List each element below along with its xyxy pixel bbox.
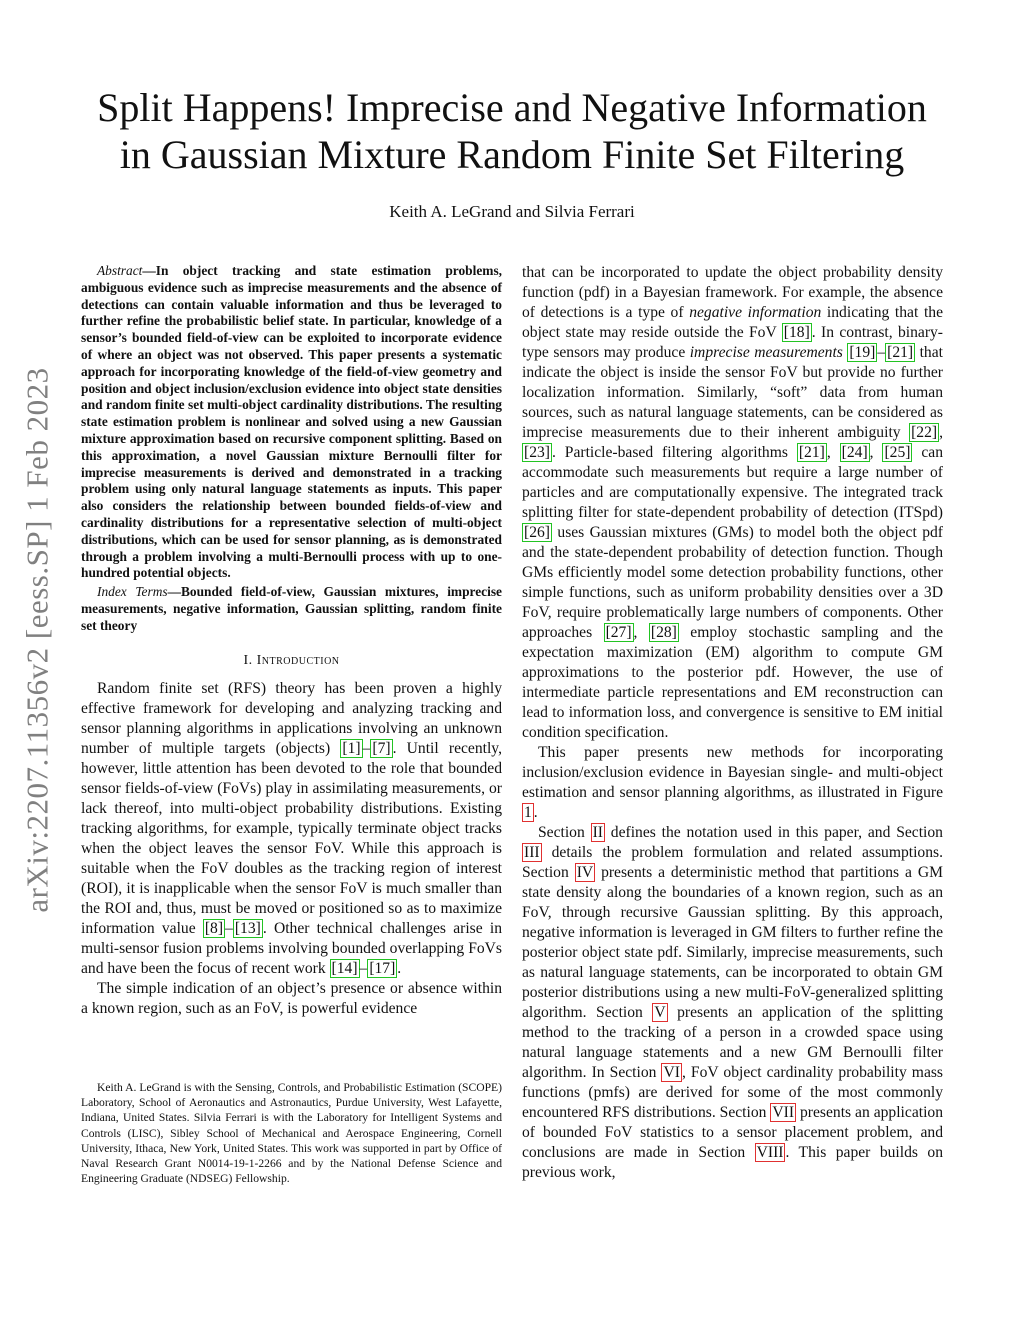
paragraph-text: . Particle-based filtering algorithms	[551, 444, 797, 461]
citation-link[interactable]: [7]	[372, 739, 391, 757]
paragraph-text: . Other technical challenges arise in multi-sensor fusion problems involving bounded overlapping FoVs and have been the focus of recent work	[81, 919, 502, 977]
author-list: Keith A. LeGrand and Silvia Ferrari	[389, 202, 635, 221]
arxiv-identifier-text: arXiv:2207.11356v2 [eess.SP] 1 Feb 2023	[20, 367, 56, 913]
paper-title	[80, 84, 944, 178]
citation-separator: ,	[633, 624, 649, 641]
index-terms-label: Index Terms	[97, 584, 168, 600]
citation-separator: ,	[826, 444, 840, 461]
citation-link[interactable]: [25]	[884, 444, 911, 461]
citation-link[interactable]: [28]	[650, 624, 677, 641]
citation-link[interactable]: [1]	[342, 739, 361, 757]
left-column	[81, 263, 502, 1019]
paragraph-text: . In contrast, binary-type sensors may produce	[522, 324, 944, 361]
section-link[interactable]: II	[592, 824, 603, 841]
emphasis-negative-information: negative information	[689, 304, 822, 321]
paragraph-text: presents an application of the splitting method to the tracking of a person in a crowded space using natural language statements and a new GM Bernoulli filter algorithm. In Section	[522, 1004, 943, 1081]
paragraph-text: . Until recently, however, little attention has been devoted to the role that bounded sensor fields-of-view (FoVs) play in assimilating measurements, or lack thereof, into multi-object probability distributions. Existing tracking algorithms, for example, typically terminate object tracks when the object leaves the sensor FoV. While this approach is suitable when the FoV doubles as the tracking region of interest (ROI), it is inapplicable when the sensor FoV is much smaller than the ROI and, thus, must be moved or positioned so as to maximize information value	[81, 739, 502, 937]
paragraph-text: Section	[538, 824, 591, 841]
paragraph-text: that can be incorporated to update the object probability density function (pdf) in a Bayesian framework. For example, the absence of detections is a type of	[522, 264, 943, 321]
citation-range-dash: –	[225, 919, 233, 937]
index-terms	[81, 584, 502, 634]
citation-link[interactable]: [26]	[524, 524, 550, 541]
figure-link[interactable]: 1	[524, 804, 532, 821]
section-heading-introduction: I. Introduction	[243, 652, 340, 668]
intro-paragraph-1	[81, 679, 502, 979]
section-link[interactable]: VIII	[756, 1144, 784, 1161]
citation-link[interactable]: [21]	[887, 344, 914, 361]
paragraph-text: This paper presents new methods for incorporating inclusion/exclusion evidence in Bayesian single- and multi-object estimation and sensor planning algorithms, as illustrated in Figure	[522, 744, 943, 801]
paragraph-text: Random finite set (RFS) theory has been proven a highly effective framework for developing and analyzing tracking and sensor planning algorithms in applications involving an unknown number of multiple targets (objects)	[81, 679, 502, 757]
abstract-body: —In object tracking and state estimation problems, ambiguous evidence such as imprecise measurements and the absence of detections can contain valuable information and thus be leveraged to further refine the probabilistic belief state. In particular, knowledge of a sensor’s bounded field-of-view can be exploited to incorporate evidence of where an object was not observed. This paper presents a systematic approach for incorporating knowledge of the field-of-view geometry and position and object inclusion/exclusion evidence into object state densities and random finite set multi-object cardinality distributions. The resulting state estimation problem is nonlinear and solved using a new Gaussian mixture approximation based on recursive component splitting. Based on this approximation, a novel Gaussian mixture Bernoulli filter for imprecise measurements is derived and demonstrated in a tracking problem using only natural language statements as inputs. This paper also considers the relationship between bounded fields-of-view and cardinality distributions for a representative selection of multi-object distributions, which can be used for sensor planning, as is demonstrated through a problem involving a multi-Bernoulli process with up to one-hundred potential objects.	[81, 263, 502, 581]
paragraph-text: can accommodate such measurements but require a large number of particles and are computationally expensive. The integrated track splitting filter for state-dependent probability of detection (ITSpd)	[522, 444, 944, 521]
paragraph-text: uses Gaussian mixtures (GMs) to model both the object pdf and the state-dependent probability of detection function. Though GMs efficiently model some detection probability functions, other simple functions, such as uniform probability densities over a 3D FoV, require problematically large numbers of components. Other approaches	[522, 524, 943, 641]
paragraph-text: employ stochastic sampling and the expectation maximization (EM) algorithm to compute GM approximations to the posterior pdf. However, the use of intermediate particle representations and EM reconstruction can lead to information loss, and convergence is sensitive to EM initial condition specification.	[522, 624, 943, 741]
index-terms-body: —Bounded field-of-view, Gaussian mixtures, imprecise measurements, negative information, Gaussian splitting, random finite set theory	[81, 584, 502, 633]
citation-link[interactable]: [19]	[849, 344, 876, 361]
title-line-2: in Gaussian Mixture Random Finite Set Filtering	[119, 132, 905, 177]
citation-link[interactable]: [8]	[204, 919, 224, 937]
paragraph-text: .	[533, 804, 538, 821]
paragraph-text: details the problem formulation and related assumptions. Section	[522, 844, 943, 881]
citation-link[interactable]: [13]	[234, 919, 261, 937]
paragraph-text: , FoV object cardinality probability mass functions (pmfs) are derived for some of the most commonly encountered RFS distributions. Section	[522, 1064, 943, 1121]
section-link[interactable]: IV	[576, 864, 594, 881]
section-link[interactable]: VI	[663, 1064, 680, 1081]
section-link[interactable]: V	[654, 1004, 666, 1021]
paragraph-text: that indicate the object is inside the sensor FoV but provide no further localization information. Similarly, “soft” data from human sources, such as natural language statements, can be considered as imprecise measurements due to their inherent ambiguity	[522, 344, 943, 441]
section-link[interactable]: III	[524, 844, 540, 861]
intro-paragraph-2: The simple indication of an object’s presence or absence within a known region, such as an FoV, is powerful evidence	[81, 979, 502, 1017]
citation-link[interactable]: [24]	[841, 444, 868, 461]
citation-link[interactable]: [17]	[369, 959, 396, 977]
intro-paragraph-2-continued	[522, 263, 943, 743]
right-column	[522, 263, 943, 1183]
section-link[interactable]: VII	[772, 1104, 795, 1121]
citation-link[interactable]: [27]	[605, 624, 632, 641]
citation-separator: ,	[939, 424, 943, 441]
citation-range-dash: –	[359, 959, 368, 977]
citation-range-dash: –	[877, 344, 886, 361]
abstract	[81, 263, 502, 582]
paragraph-text: .	[397, 959, 402, 977]
citation-link[interactable]: [18]	[783, 324, 810, 341]
citation-link[interactable]: [22]	[911, 424, 938, 441]
paragraph-text: presents an application of bounded FoV statistics to a sensor placement problem, and conclusions are made in Section	[522, 1104, 943, 1161]
intro-paragraph-4	[522, 823, 943, 1183]
citation-range-dash: –	[362, 739, 371, 757]
paragraph-text: indicating that the object state may reside outside the FoV	[522, 304, 943, 341]
title-line-1: Split Happens! Imprecise and Negative Information	[97, 85, 927, 130]
author-affiliation-footnote: Keith A. LeGrand is with the Sensing, Controls, and Probabilistic Estimation (SCOPE) Laboratory, School of Aeronautics and Astronautics, Purdue University, West Lafayette, Indiana, United States. Silvia Ferrari is with the Laboratory for Intelligent Systems and Controls (LISC), Sibley School of Mechanical and Aerospace Engineering, Cornell University, Ithaca, New York, United States. This work was supported in part by Office of Naval Research Grant N0014-19-1-2266 and by the National Defense Science and Engineering Graduate (NDSEG) Fellowship.	[81, 1081, 502, 1186]
citation-link[interactable]: [21]	[798, 444, 825, 461]
citation-separator: ,	[869, 444, 883, 461]
citation-link[interactable]: [23]	[524, 444, 550, 461]
intro-paragraph-3	[522, 743, 943, 823]
citation-link[interactable]: [14]	[331, 959, 358, 977]
emphasis-imprecise-measurements: imprecise measurements	[689, 344, 843, 361]
paragraph-text: . This paper builds on previous work,	[522, 1144, 944, 1181]
abstract-label: Abstract	[97, 263, 143, 278]
arxiv-identifier-stamp	[18, 250, 58, 1030]
paragraph-text: defines the notation used in this paper, and Section	[604, 824, 943, 841]
paragraph-text: presents a deterministic method that partitions a GM state density along the boundaries of a known region, such as an FoV, through recursive Gaussian splitting. By this approach, negative information is leveraged in GM filters to further refine the posterior object state pdf. Similarly, imprecise measurements, such as natural language statements, can be incorporated to obtain GM posterior distributions using a new multi-FoV-generalized splitting algorithm. Section	[522, 864, 943, 1021]
